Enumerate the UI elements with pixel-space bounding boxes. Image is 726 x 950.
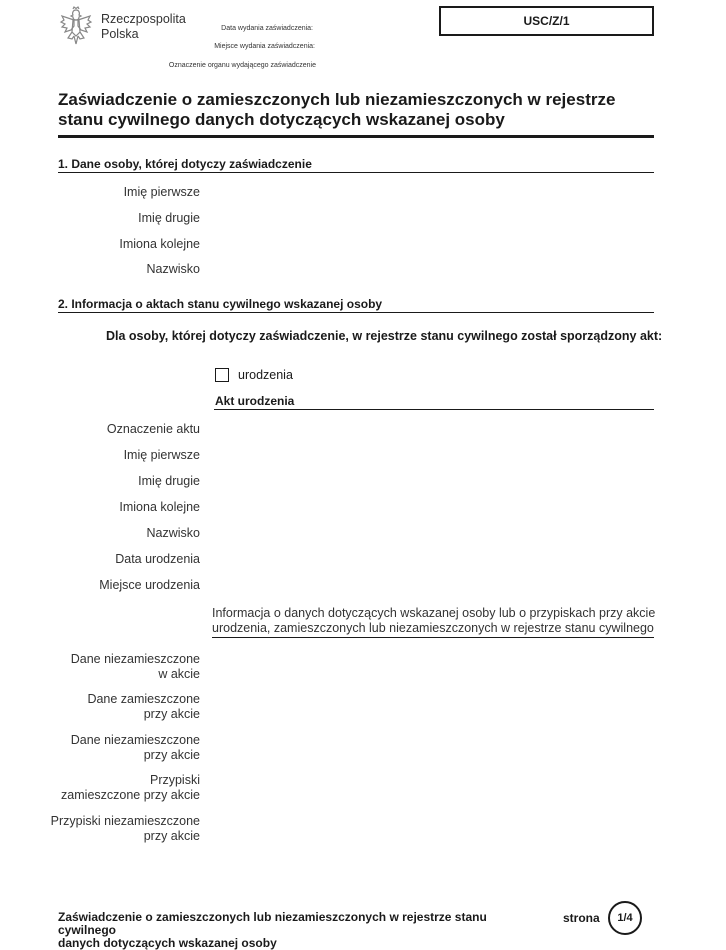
label-line-1: Dane zamieszczone xyxy=(87,692,200,706)
field-label-data-attached xyxy=(87,692,200,722)
field-label-other-names: Imiona kolejne xyxy=(119,500,200,514)
label-line-1: Dane niezamieszczone xyxy=(70,652,200,666)
field-label-notes-attached xyxy=(61,773,200,803)
label-line-2: przy akcie xyxy=(143,748,200,762)
title-divider xyxy=(58,135,654,138)
annotation-info-rule xyxy=(212,637,654,638)
label-line-1: Przypiski niezamieszczone xyxy=(50,814,200,828)
issue-place-label: Miejsce wydania zaświadczenia: xyxy=(214,43,315,50)
field-label-data-not-in-record xyxy=(71,652,200,682)
birth-record-rule xyxy=(214,409,654,410)
footer-title xyxy=(58,911,538,950)
field-label-first-name: Imię pierwsze xyxy=(123,448,200,462)
eagle-emblem-icon xyxy=(58,6,94,46)
field-label-other-names: Imiona kolejne xyxy=(119,237,200,251)
label-line-2: w akcie xyxy=(158,667,200,681)
birth-record-checkbox[interactable] xyxy=(215,368,229,382)
page-label: strona xyxy=(563,911,600,925)
label-line-2: przy akcie xyxy=(143,707,200,721)
document-title: Zaświadczenie o zamieszczonych lub niezamieszczonych w rejestrze stanu cywilnego danych dotyczących wskazanej osoby xyxy=(58,90,616,129)
country-line-1: Rzeczpospolita xyxy=(101,12,186,26)
field-label-surname: Nazwisko xyxy=(146,526,200,540)
birth-record-checkbox-label: urodzenia xyxy=(238,368,293,382)
section-2-intro: Dla osoby, której dotyczy zaświadczenie, w rejestrze stanu cywilnego został sporządzony akt: xyxy=(106,329,663,343)
birth-record-subheading: Akt urodzenia xyxy=(215,394,295,408)
label-line-2: przy akcie xyxy=(143,829,200,843)
footer-line-2: danych dotyczących wskazanej osoby xyxy=(58,936,277,950)
country-line-2: Polska xyxy=(101,27,139,41)
issuer-label: Oznaczenie organu wydającego zaświadczenie xyxy=(168,62,316,69)
section-1-heading: 1. Dane osoby, której dotyczy zaświadczenie xyxy=(58,157,312,171)
annotation-info-line-2: urodzenia, zamieszczonych lub niezamieszczonych w rejestrze stanu cywilnego xyxy=(212,621,654,635)
footer-line-1: Zaświadczenie o zamieszczonych lub niezamieszczonych w rejestrze stanu cywilnego xyxy=(58,910,487,937)
annotation-info-line-1: Informacja o danych dotyczących wskazanej osoby lub o przypiskach przy akcie xyxy=(212,606,656,620)
annotation-info-heading xyxy=(212,606,658,636)
field-label-birth-place: Miejsce urodzenia xyxy=(99,578,200,592)
field-label-second-name: Imię drugie xyxy=(138,474,200,488)
section-1-rule xyxy=(58,172,654,173)
country-name xyxy=(101,12,186,42)
label-line-1: Dane niezamieszczone xyxy=(70,733,200,747)
label-line-2: zamieszczone przy akcie xyxy=(61,788,200,802)
field-label-first-name: Imię pierwsze xyxy=(123,185,200,199)
field-label-surname: Nazwisko xyxy=(146,262,200,276)
form-code-box: USC/Z/1 xyxy=(439,6,654,36)
page-number-badge: 1/4 xyxy=(608,901,642,935)
label-line-1: Przypiski xyxy=(149,773,200,787)
section-2-rule xyxy=(58,312,654,313)
field-label-birth-date: Data urodzenia xyxy=(115,552,200,566)
field-label-data-not-attached xyxy=(71,733,200,763)
issue-date-label: Data wydania zaświadczenia: xyxy=(221,25,313,32)
field-label-second-name: Imię drugie xyxy=(138,211,200,225)
field-label-record-id: Oznaczenie aktu xyxy=(106,422,200,436)
field-label-notes-not-attached xyxy=(51,814,200,844)
section-2-heading: 2. Informacja o aktach stanu cywilnego wskazanej osoby xyxy=(58,297,383,311)
